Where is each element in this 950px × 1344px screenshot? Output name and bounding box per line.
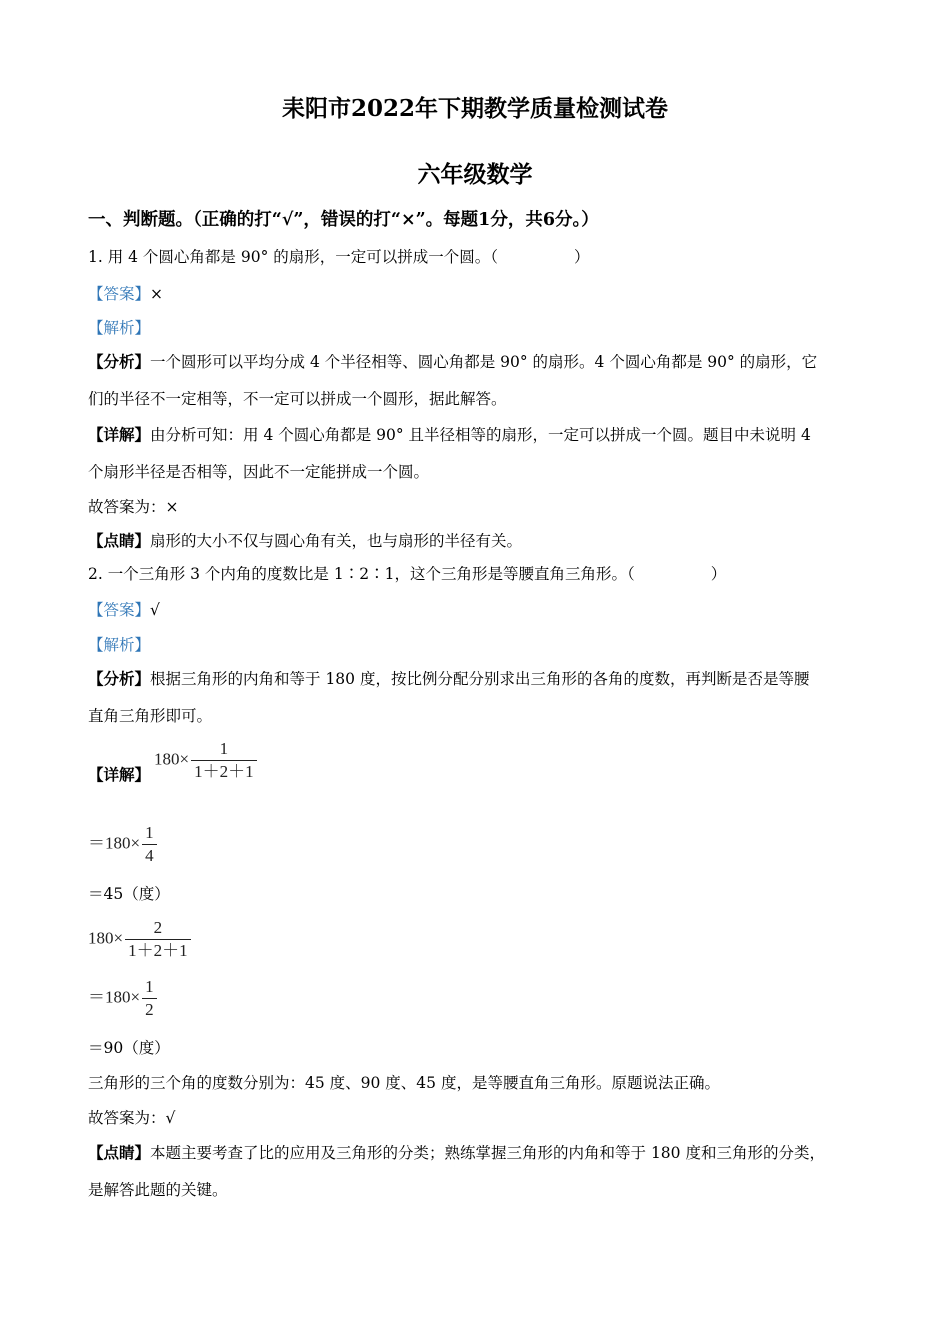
fraction: [125, 918, 191, 961]
fraction: [142, 977, 157, 1020]
numerator: 2: [125, 918, 191, 940]
dianjing-tag: 【点睛】: [88, 531, 151, 550]
denominator: 1＋2＋1: [128, 941, 188, 960]
q1-fenxi-line1: [88, 352, 817, 372]
dianjing-tag: 【点睛】: [88, 1143, 151, 1162]
section-heading: 一、判断题。（正确的打“√”，错误的打“×”。每题1分，共6分。）: [88, 210, 599, 230]
q2-conclusion: 故答案为：√: [88, 1109, 176, 1127]
answer-value: √: [150, 601, 160, 619]
q1-fenxi-line2: 们的半径不一定相等，不一定可以拼成一个圆形，据此解答。: [88, 390, 507, 408]
q1-conclusion: 故答案为：×: [88, 498, 179, 516]
answer-tag: 【答案】: [88, 285, 151, 303]
q1-jiexi: 【解析】: [88, 319, 151, 337]
q2-jiexi: 【解析】: [88, 636, 151, 654]
page-title: 耒阳市2022年下期教学质量检测试卷: [281, 95, 668, 122]
calc-lead: ＝180×: [88, 987, 141, 1007]
calc-lead: 180×: [154, 749, 190, 769]
calc-step-2: [88, 823, 157, 866]
denominator: 4: [145, 846, 154, 865]
answer-tag: 【答案】: [88, 601, 151, 619]
question-2: [88, 564, 726, 584]
q2-fenxi-line2: 直角三角形即可。: [88, 707, 213, 725]
q1-xiangjie-line2: 个扇形半径是否相等，因此不一定能拼成一个圆。: [88, 463, 430, 481]
fenxi-text: 一个圆形可以平均分成 4 个半径相等、圆心角都是 90° 的扇形。4 个圆心角都是 90° 的扇形，它: [150, 353, 818, 371]
fenxi-text: 根据三角形的内角和等于 180 度，按比例分配分别求出三角形的各角的度数，再判断是否是等腰: [150, 670, 810, 688]
question-1-text: 1. 用 4 个圆心角都是 90° 的扇形，一定可以拼成一个圆。（: [88, 248, 499, 266]
q2-dianjing-line2: 是解答此题的关键。: [88, 1181, 228, 1199]
calc-lead: ＝180×: [88, 833, 141, 853]
fenxi-tag: 【分析】: [88, 352, 151, 371]
numerator: 1: [191, 739, 257, 761]
dianjing-text: 扇形的大小不仅与圆心角有关，也与扇形的半径有关。: [150, 532, 523, 550]
calc-step-1: [154, 739, 257, 782]
question-2-close: ）: [710, 565, 727, 583]
fenxi-tag: 【分析】: [88, 669, 151, 688]
q2-answer: [88, 600, 160, 620]
result-2: ＝90（度）: [88, 1039, 170, 1057]
numerator: 1: [142, 977, 157, 999]
denominator: 1＋2＋1: [194, 762, 254, 781]
numerator: 1: [142, 823, 157, 845]
page-subtitle: 六年级数学: [417, 161, 533, 188]
xiangjie-text: 由分析可知：用 4 个圆心角都是 90° 且半径相等的扇形，一定可以拼成一个圆。题目中未说明 4: [150, 426, 811, 444]
denominator: 2: [145, 1000, 154, 1019]
fraction: [191, 739, 257, 782]
question-1-close: ）: [574, 248, 590, 266]
q2-dianjing-line1: [88, 1143, 825, 1163]
answer-value: ×: [150, 285, 164, 303]
dianjing-text: 本题主要考查了比的应用及三角形的分类；熟练掌握三角形的内角和等于 180 度和三角形的分类，: [150, 1144, 825, 1162]
xiangjie-tag: 【详解】: [88, 425, 151, 444]
question-2-text: 2. 一个三角形 3 个内角的度数比是 1∶2∶1，这个三角形是等腰直角三角形。（: [88, 565, 635, 583]
calc-lead: 180×: [88, 928, 124, 948]
q2-summary: 三角形的三个角的度数分别为：45 度、90 度、45 度，是等腰直角三角形。原题说法正确。: [88, 1074, 720, 1092]
q1-xiangjie-line1: [88, 425, 811, 445]
result-1: ＝45（度）: [88, 885, 170, 903]
calc-step-3: [88, 918, 191, 961]
q2-xiangjie-tag: [88, 765, 150, 785]
fraction: [142, 823, 157, 866]
calc-step-4: [88, 977, 157, 1020]
q1-answer: [88, 284, 163, 304]
q1-dianjing: [88, 531, 522, 551]
question-1: [88, 247, 590, 267]
xiangjie-tag: 【详解】: [88, 765, 151, 784]
q2-fenxi-line1: [88, 669, 809, 689]
